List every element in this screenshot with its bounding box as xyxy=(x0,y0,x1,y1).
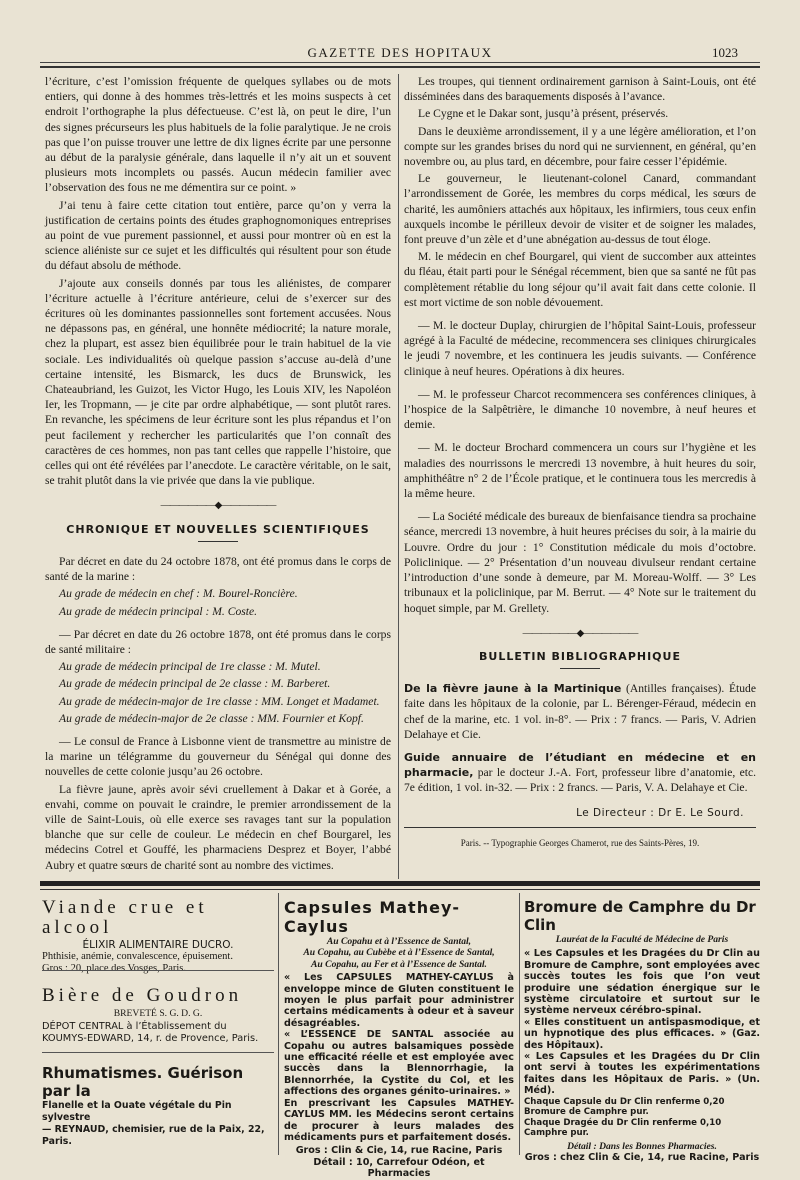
ad-column-right xyxy=(524,898,760,1164)
bibliography-entry xyxy=(404,681,756,742)
decree-line: Au grade de médecin principal de 1re classe : M. Mutel. xyxy=(59,660,321,674)
right-column xyxy=(404,74,756,851)
printer-line: Paris. -- Typographie Georges Chamerot, rue des Saints-Pères, 19. xyxy=(460,837,700,848)
ad-bromure-gros: Gros : chez Clin & Cie, 14, rue Racine, Paris xyxy=(524,1152,760,1164)
news-paragraph: M. le médecin en chef Bourgarel, qui vient de succomber aux atteintes du fléau, était parti pour le Sénégal récemment, bien que sa santé ne fût pas complètement rétablie du long séjour qu’il avait fait dans cette colonie. Il est mort victime de son noble dévouement. xyxy=(404,250,756,309)
page-header xyxy=(40,42,760,62)
ad-separator xyxy=(278,893,279,1155)
ad-bromure-title: Bromure de Camphre du Dr Clin xyxy=(524,898,756,934)
ad-bromure-quote: « Elles constituent un antispasmodique, et un hypnotique des plus efficaces. » (Gaz. des Hôpitaux). xyxy=(524,1016,760,1051)
decree-line: Au grade de médecin principal de 2e classe : M. Barberet. xyxy=(59,677,331,691)
ad-divider xyxy=(42,970,274,971)
news-paragraph: — La Société médicale des bureaux de bienfaisance tiendra sa prochaine séance, mercredi 13 novembre, à huit heures précises du soir, à la mairie du Louvre. Ordre du jour : 1° Constitution médicale du mois d’octobre. Policlinique. — 2° Présentation d’un nouveau divulseur rendant certaine l’introduction d’une sonde à demeure, par M. Moreau-Wolff. — 3° Les tribunaux et la policlinique, par M. Berrut. — 4° Note sur le traitement du hoquet simple, par M. Grellety. xyxy=(404,510,756,615)
ad-viande xyxy=(42,898,274,975)
ad-capsules-body: En prescrivant les Capsules MATHEY-CAYLUS MM. les Médecins seront certains de procurer à leurs malades des médicaments purs et parfaitement dosés. xyxy=(284,1097,514,1143)
news-paragraph: Le gouverneur, le lieutenant-colonel Canard, commandant l’arrondissement de Gorée, les membres du corps médical, les sœurs de charité, les aumôniers attachés aux hôpitaux, les infirmiers, tous ceux enfin auxquels incombe le périlleux devoir de visiter et de soigner les malades, font preuve d’un zèle et d’une abnégation au-dessus de tout éloge. xyxy=(404,172,756,247)
ad-capsules-body: « L’ESSENCE DE SANTAL associée au Copahu ou autres balsamiques possède une efficacité réelle et est employée avec succès dans la Blennorrhagie, la Blennorrhée, la Cystite du Col, et les affections des organes génito-urinaires. » xyxy=(284,1029,514,1098)
ad-biere-line: DÉPOT CENTRAL à l’Établissement du xyxy=(42,1021,227,1033)
ad-biere-title: Bière de Goudron xyxy=(42,985,243,1006)
ad-biere-line: KOUMYS-EDWARD, 14, r. de Provence, Paris. xyxy=(42,1033,259,1045)
header-rule-thick xyxy=(40,66,760,68)
bib-details: (Antilles françaises). Étude faite dans les hôpitaux de la colonie, par L. Bérenger-Féraud, médecin en chef de la marine, etc. 1 vol. in-8°. — Prix : 7 francs. — Paris, V. Adrien Delahaye et Cie. xyxy=(404,682,756,741)
article-paragraph: J’ai tenu à faire cette citation tout entière, parce qu’on y verra la justification de certains points des études graphognomoniques entreprises au point de vue purement passionnel, et aussi pour montrer où en est la science aliéniste sur ce sujet et les difficultés qui résultent pour son étude du défaut absolu de méthode. xyxy=(45,198,391,273)
ad-column-middle xyxy=(284,898,514,1180)
signature-rule xyxy=(404,827,756,828)
bibliography-entry xyxy=(404,750,756,796)
section-rule xyxy=(198,541,238,542)
ad-rhum-line: Flanelle et la Ouate végétale du Pin sylvestre xyxy=(42,1100,232,1123)
ads-top-bar xyxy=(40,881,760,886)
ads-top-rule xyxy=(40,889,760,890)
news-paragraph: La fièvre jaune, après avoir sévi cruellement à Dakar et à Gorée, a envahi, comme on pouvait le craindre, le premier arrondissement de la ville de Saint-Louis, où elle exerce ses ravages tant sur la population blanche que sur celle de couleur. Le médecin en chef Bourgarel, les médecins Cotrel et Gouffé, les pharmaciens Desprez et Boyer, l’abbé Aubry et quatre sœurs de charité sont au nombre des victimes. xyxy=(45,782,391,872)
ad-bromure-capsule: Chaque Capsule du Dr Clin renferme 0,20 Bromure de Camphre pur. xyxy=(524,1096,725,1118)
article-paragraph: l’écriture, c’est l’omission fréquente de quelques syllabes ou de mots entiers, qui donne à des hommes très-lettrés et les moins suspects à cet endroit l’orthographe la plus défectueuse. C’est là, on peut le dire, l’un des signes précurseurs les plus habituels de la folie paralytique. Je ne crois pas que l’on puisse trouver une lettre de dix lignes écrite par une personne au début de la paralysie générale, dans laquelle il n’y ait un et souvent plusieurs mots incomplets ou passés. Aucun médecin familier avec l’observation des fous ne me démentira sur ce point. » xyxy=(45,75,391,195)
news-paragraph: — Le consul de France à Lisbonne vient de transmettre au ministre de la marine un télégramme du gouverneur du Sénégal qui donne des nouvelles de cette colonie jusqu’au 26 octobre. xyxy=(45,734,391,779)
ad-separator xyxy=(519,893,520,1155)
ad-viande-sub: ÉLIXIR ALIMENTAIRE DUCRO. xyxy=(82,939,234,951)
ornament-divider: ——————◆—————— xyxy=(522,627,638,639)
decree-intro: Par décret en date du 24 octobre 1878, ont été promus dans le corps de santé de la marine : xyxy=(45,554,391,584)
ad-bromure-dragee: Chaque Dragée du Dr Clin renferme 0,10 Camphre pur. xyxy=(524,1117,722,1139)
ad-bromure-sub: Lauréat de la Faculté de Médecine de Paris xyxy=(555,934,729,945)
news-paragraph: — M. le docteur Brochard commencera un cours sur l’hygiène et les maladies des nourrissons le mercredi 13 novembre, à huit heures du soir, amphithéâtre n° 2 de l’École pratique, et le continuera tous les mercredis à la même heure. xyxy=(404,441,756,501)
ad-viande-line: Phthisie, anémie, convalescence, épuisement. xyxy=(42,951,233,962)
page-number: 1023 xyxy=(712,45,738,60)
director-signature: Le Directeur : Dr E. Le Sourd. xyxy=(576,806,744,819)
ad-capsules-sub: Au Copahu, au Fer et à l’Essence de Santal. xyxy=(311,958,487,970)
news-paragraph: Les troupes, qui tiennent ordinairement garnison à Saint-Louis, ont été disséminées dans des baraquements disposés à l’avance. xyxy=(404,75,756,104)
article-paragraph: J’ajoute aux conseils donnés par tous les aliénistes, de comparer l’écriture actuelle à l’écriture antérieure, celui de s’exercer sur des écritures où les dominantes passionnelles sont fortement accusées. Nous ne dépassons pas, en général, une honnête médiocrité; la nature morale, chez la plupart, est assez bien équilibrée pour le train habituel de la vie sociale. Les individualités où quelque passion s’accuse au-delà d’une certaine intensité, les Bismarck, les ducs de Brunswick, les Chateaubriand, les Guizot, les Victor Hugo, les Louis XIV, les Napoléon Ier, les Tropmann, — je cite par ordre alphabétique, — sont plutôt rares. En revanche, les spécimens de leur écriture sont les plus répandus et l’on peut facilement y rechercher les particularités que l’on connaît des caractères de ces hommes, non pas tant celles que rappelle l’histoire, que celles qui ont été révélées par l’anecdote. Le caractère véritable, on le sait, se trahit plutôt dans la vie privée que dans la vie publique. xyxy=(45,276,391,488)
bib-details: par le docteur J.-A. Fort, professeur libre d’anatomie, etc. 7e édition, 1 vol. in-32. — Prix : 2 francs. — Paris, V. A. Delahaye et Cie. xyxy=(404,766,756,795)
ad-bromure-detail: Détail : Dans les Bonnes Pharmacies. xyxy=(567,1140,717,1152)
decree-line: Au grade de médecin principal : M. Coste. xyxy=(59,604,258,618)
ad-bromure-quote: « Les Capsules et les Dragées du Dr Clin ont servi à toutes les expérimentations faites dans les Hôpitaux de Paris. » (Un. Méd). xyxy=(524,1051,760,1097)
news-paragraph: — M. le professeur Charcot recommencera ses conférences cliniques, à l’hospice de la Salpêtrière, le dimanche 10 novembre, à neuf heures et demie. xyxy=(404,387,756,432)
ad-biere-brevet: BREVETÉ S. G. D. G. xyxy=(113,1008,203,1019)
ad-capsules-gros: Gros : Clin & Cie, 14, rue Racine, Paris xyxy=(295,1145,503,1157)
decree-line: Au grade de médecin en chef : M. Bourel-Roncière. xyxy=(59,587,298,601)
header-rule xyxy=(40,62,760,63)
ad-capsules-detail: Détail : 10, Carrefour Odéon, et Pharmacies xyxy=(313,1156,485,1180)
decree-line: Au grade de médecin-major de 1re classe : MM. Longet et Madamet. xyxy=(59,694,380,708)
bib-title: De la fièvre jaune à la Martinique xyxy=(404,682,622,696)
news-paragraph: Le Cygne et le Dakar sont, jusqu’à présent, préservés. xyxy=(418,107,669,121)
column-separator xyxy=(398,74,399,879)
ad-capsules-title: Capsules Mathey-Caylus xyxy=(284,898,461,936)
journal-title: GAZETTE DES HOPITAUX xyxy=(307,45,493,60)
section-rule xyxy=(560,668,600,669)
decree-intro: — Par décret en date du 26 octobre 1878, ont été promus dans le corps de santé militaire : xyxy=(45,627,391,656)
left-column xyxy=(45,74,391,875)
ad-bromure-quote: « Les Capsules et les Dragées du Dr Clin au Bromure de Camphre, sont employées avec succès toutes les fois que l’on veut produire une sédation énergique sur le système circulatoire et surtout sur le système nerveux cérébro-spinal. xyxy=(524,948,760,1017)
section-title-bulletin: BULLETIN BIBLIOGRAPHIQUE xyxy=(479,649,681,663)
ad-rhumatismes xyxy=(42,1064,274,1148)
decree-line: Au grade de médecin-major de 2e classe : MM. Fournier et Kopf. xyxy=(59,711,364,725)
ad-biere xyxy=(42,986,274,1045)
ad-column-left xyxy=(42,897,274,1147)
ad-viande-line: Gros : 20, place des Vosges, Paris. xyxy=(42,963,186,974)
ad-viande-title: Viande crue et alcool xyxy=(42,897,208,938)
ad-capsules-body: « Les CAPSULES MATHEY-CAYLUS à enveloppe mince de Gluten constituent le moyen le plus parfait pour administrer certains médicaments à odeur et à saveur désagréables. xyxy=(284,972,514,1029)
ad-capsules-sub: Au Copahu, au Cubèbe et à l’Essence de Santal, xyxy=(303,947,495,959)
news-paragraph: — M. le docteur Duplay, chirurgien de l’hôpital Saint-Louis, professeur agrégé à la Faculté de médecine, recommencera ses cliniques chirurgicales le jeudi 7 novembre, et les continuera les jeudis suivants. — Conférence clinique à neuf heures. Opérations à dix heures. xyxy=(404,319,756,378)
ad-rhum-title: Rhumatismes. Guérison par la xyxy=(42,1064,244,1100)
ad-rhum-line: — REYNAUD, chemisier, rue de la Paix, 22, Paris. xyxy=(42,1124,265,1147)
section-title-chronique: CHRONIQUE ET NOUVELLES SCIENTIFIQUES xyxy=(66,522,370,536)
bib-title: Guide annuaire de l’étudiant en médecine et en pharmacie, xyxy=(404,750,756,780)
ad-divider xyxy=(42,1052,274,1053)
ad-capsules-sub: Au Copahu et à l’Essence de Santal, xyxy=(326,936,472,947)
ornament-divider: ——————◆—————— xyxy=(160,500,276,512)
news-paragraph: Dans le deuxième arrondissement, il y a une légère amélioration, et l’on compte sur les grandes brises du nord qui ne surviennent, en général, qu’en novembre ou, au plus tard, en décembre, pour faire cesser l’épidémie. xyxy=(404,124,756,169)
